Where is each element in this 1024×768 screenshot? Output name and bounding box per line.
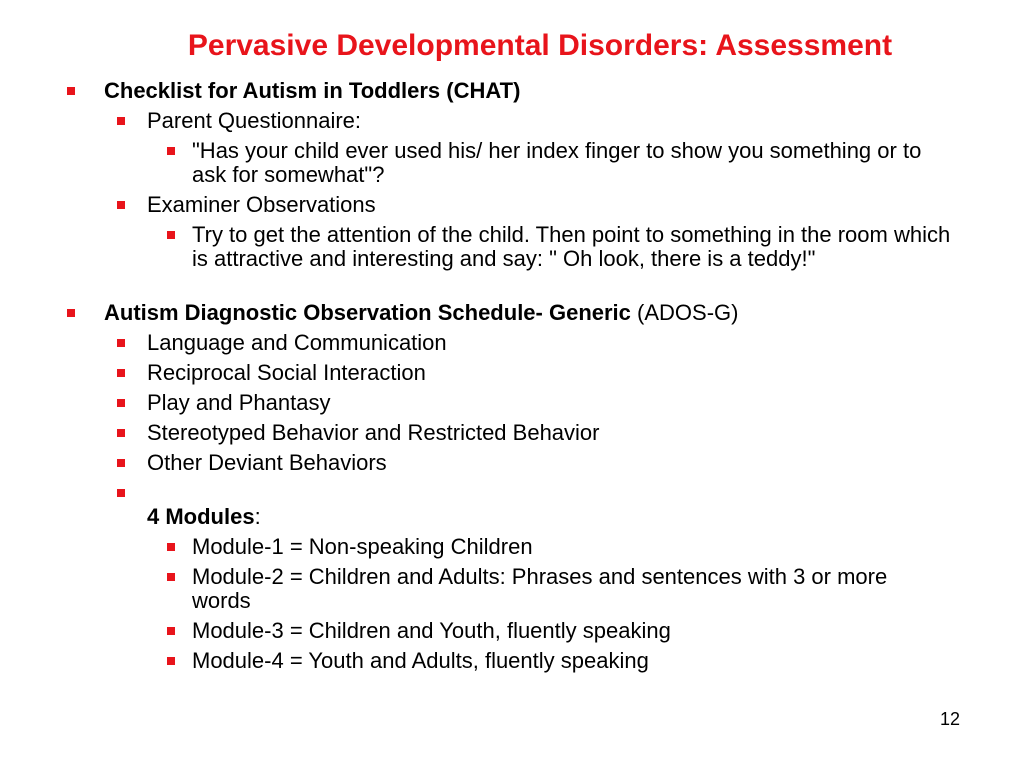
examiner-observation-text: Try to get the attention of the child. Then point to something in the room which is attractive and interesting and say: " Oh look, there is a teddy!" <box>192 222 951 271</box>
square-bullet-icon <box>167 231 175 239</box>
square-bullet-icon <box>67 87 75 95</box>
module-item <box>0 565 952 613</box>
square-bullet-icon <box>117 369 125 377</box>
square-bullet-icon <box>67 309 75 317</box>
square-bullet-icon <box>117 117 125 125</box>
square-bullet-icon <box>117 339 125 347</box>
bullet-parent-questionnaire <box>0 109 1024 133</box>
square-bullet-icon <box>167 147 175 155</box>
module-item-label: Module-2 = Children and Adults: Phrases and sentences with 3 or more words <box>192 564 888 613</box>
ados-heading-bold: Autism Diagnostic Observation Schedule- Generic <box>104 300 631 325</box>
ados-item-label: Other Deviant Behaviors <box>147 450 387 475</box>
bullet-examiner-text <box>0 223 952 271</box>
ados-item-label: Reciprocal Social Interaction <box>147 360 426 385</box>
parent-questionnaire-label: Parent Questionnaire: <box>147 108 362 133</box>
module-item <box>0 535 952 559</box>
bullet-ados <box>0 301 1024 325</box>
square-bullet-icon <box>117 201 125 209</box>
bullet-parent-question <box>0 139 952 187</box>
square-bullet-icon <box>117 399 125 407</box>
module-item <box>0 649 952 673</box>
slide-content <box>0 79 1024 673</box>
square-bullet-icon <box>167 543 175 551</box>
ados-item-label: Stereotyped Behavior and Restricted Behavior <box>147 420 600 445</box>
modules-heading: 4 Modules <box>147 504 255 529</box>
ados-heading-rest: (ADOS-G) <box>630 300 739 325</box>
bullet-modules <box>0 481 1024 529</box>
ados-item-label: Language and Communication <box>147 330 447 355</box>
ados-item <box>0 451 1024 475</box>
modules-colon: : <box>254 504 261 529</box>
slide-title: Pervasive Developmental Disorders: Assessment <box>187 29 893 62</box>
ados-item <box>0 421 1024 445</box>
module-item-label: Module-4 = Youth and Adults, fluently speaking <box>192 648 649 673</box>
square-bullet-icon <box>117 429 125 437</box>
ados-item-label: Play and Phantasy <box>147 390 331 415</box>
ados-item <box>0 391 1024 415</box>
square-bullet-icon <box>167 573 175 581</box>
square-bullet-icon <box>117 489 125 497</box>
square-bullet-icon <box>167 627 175 635</box>
bullet-chat <box>0 79 1024 103</box>
module-item-label: Module-1 = Non-speaking Children <box>192 534 533 559</box>
bullet-examiner-observations <box>0 193 1024 217</box>
module-item <box>0 619 952 643</box>
ados-item <box>0 331 1024 355</box>
page-number: 12 <box>939 709 960 729</box>
examiner-observations-label: Examiner Observations <box>147 192 376 217</box>
square-bullet-icon <box>167 657 175 665</box>
ados-item <box>0 361 1024 385</box>
parent-question-text: "Has your child ever used his/ her index finger to show you something or to ask for somewhat"? <box>192 138 922 187</box>
square-bullet-icon <box>117 459 125 467</box>
chat-heading: Checklist for Autism in Toddlers (CHAT) <box>104 78 521 103</box>
module-item-label: Module-3 = Children and Youth, fluently speaking <box>192 618 671 643</box>
